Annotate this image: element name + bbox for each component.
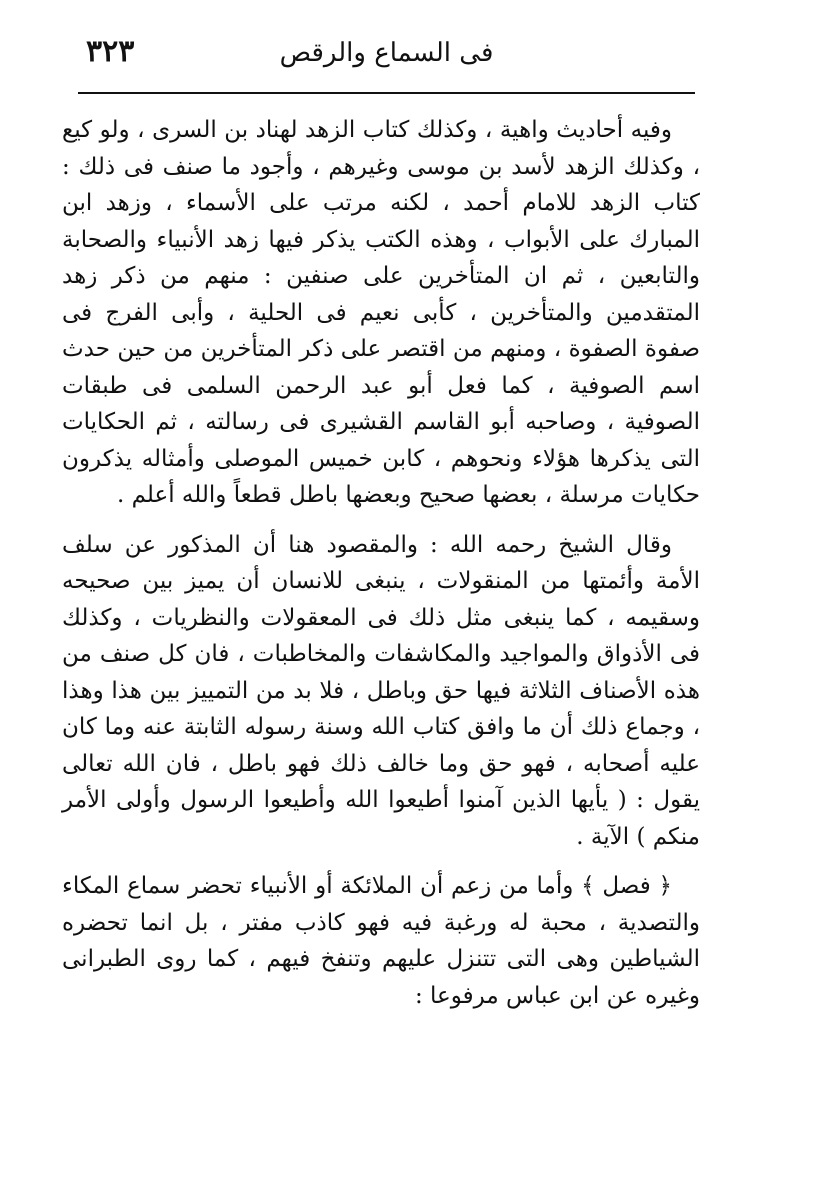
header-rule	[78, 92, 695, 94]
paragraph-zuhd-books: وفيه أحاديث واهية ، وكذلك كتاب الزهد لهناد بن السرى ، ولو كيع ، وكذلك الزهد لأسد بن موسى وغيرهم ، وأجود ما صنف فى ذلك : كتاب الزهد للامام أحمد ، لكنه مرتب على الأسماء ، وزهد ابن المبارك على الأبواب ، وهذه الكتب يذكر فيها زهد الأنبياء والصحابة والتابعين ، ثم ان المتأخرين على صنفين : منهم من ذكر زهد المتقدمين والمتأخرين ، كأبى نعيم فى الحلية ، وأبى الفرج فى صفوة الصفوة ، ومنهم من اقتصر على ذكر المتأخرين من حين حدث اسم الصوفية ، كما فعل أبو عبد الرحمن السلمى فى طبقات الصوفية ، وصاحبه أبو القاسم القشيرى فى رسالته ، ثم الحكايات التى يذكرها هؤلاء ونحوهم ، كابن خميس الموصلى وأمثاله يذكرون حكايات مرسلة ، بعضها صحيح وبعضها باطل قطعاً والله أعلم .	[62, 117, 700, 508]
paragraph-shaykh-saying: وقال الشيخ رحمه الله : والمقصود هنا أن المذكور عن سلف الأمة وأئمتها من المنقولات ، ينبغى للانسان أن يميز بين صحيحه وسقيمه ، كما ينبغى مثل ذلك فى المعقولات والنظريات ، وكذلك فى الأذواق والمواجيد والمكاشفات والمخاطبات ، فان كل صنف من هذه الأصناف الثلاثة فيها حق وباطل ، فلا بد من التمييز بين هذا وهذا ، وجماع ذلك أن ما وافق كتاب الله وسنة رسوله الثابتة عنه وما كان عليه أصحابه ، فهو حق وما خالف ذلك فهو باطل ، فان الله تعالى يقول : ( يأيها الذين آمنوا أطيعوا الله وأطيعوا الرسول وأولى الأمر منكم ) الآية .	[62, 531, 700, 850]
body-text	[62, 112, 700, 1014]
paragraph-fasl: ﴿ فصل ﴾ وأما من زعم أن الملائكة أو الأنبياء تحضر سماع المكاء والتصدية ، محبة له ورغبة فيه فهو كاذب مفتر ، بل انما تحضره الشياطين وهى التى تتنزل عليهم وتنفخ فيهم ، كما روى الطبرانى وغيره عن ابن عباس مرفوعا :	[62, 873, 700, 1009]
running-title: فى السماع والرقص	[279, 38, 494, 68]
page-header	[78, 28, 695, 94]
page-number: ٣٢٣	[86, 34, 135, 69]
